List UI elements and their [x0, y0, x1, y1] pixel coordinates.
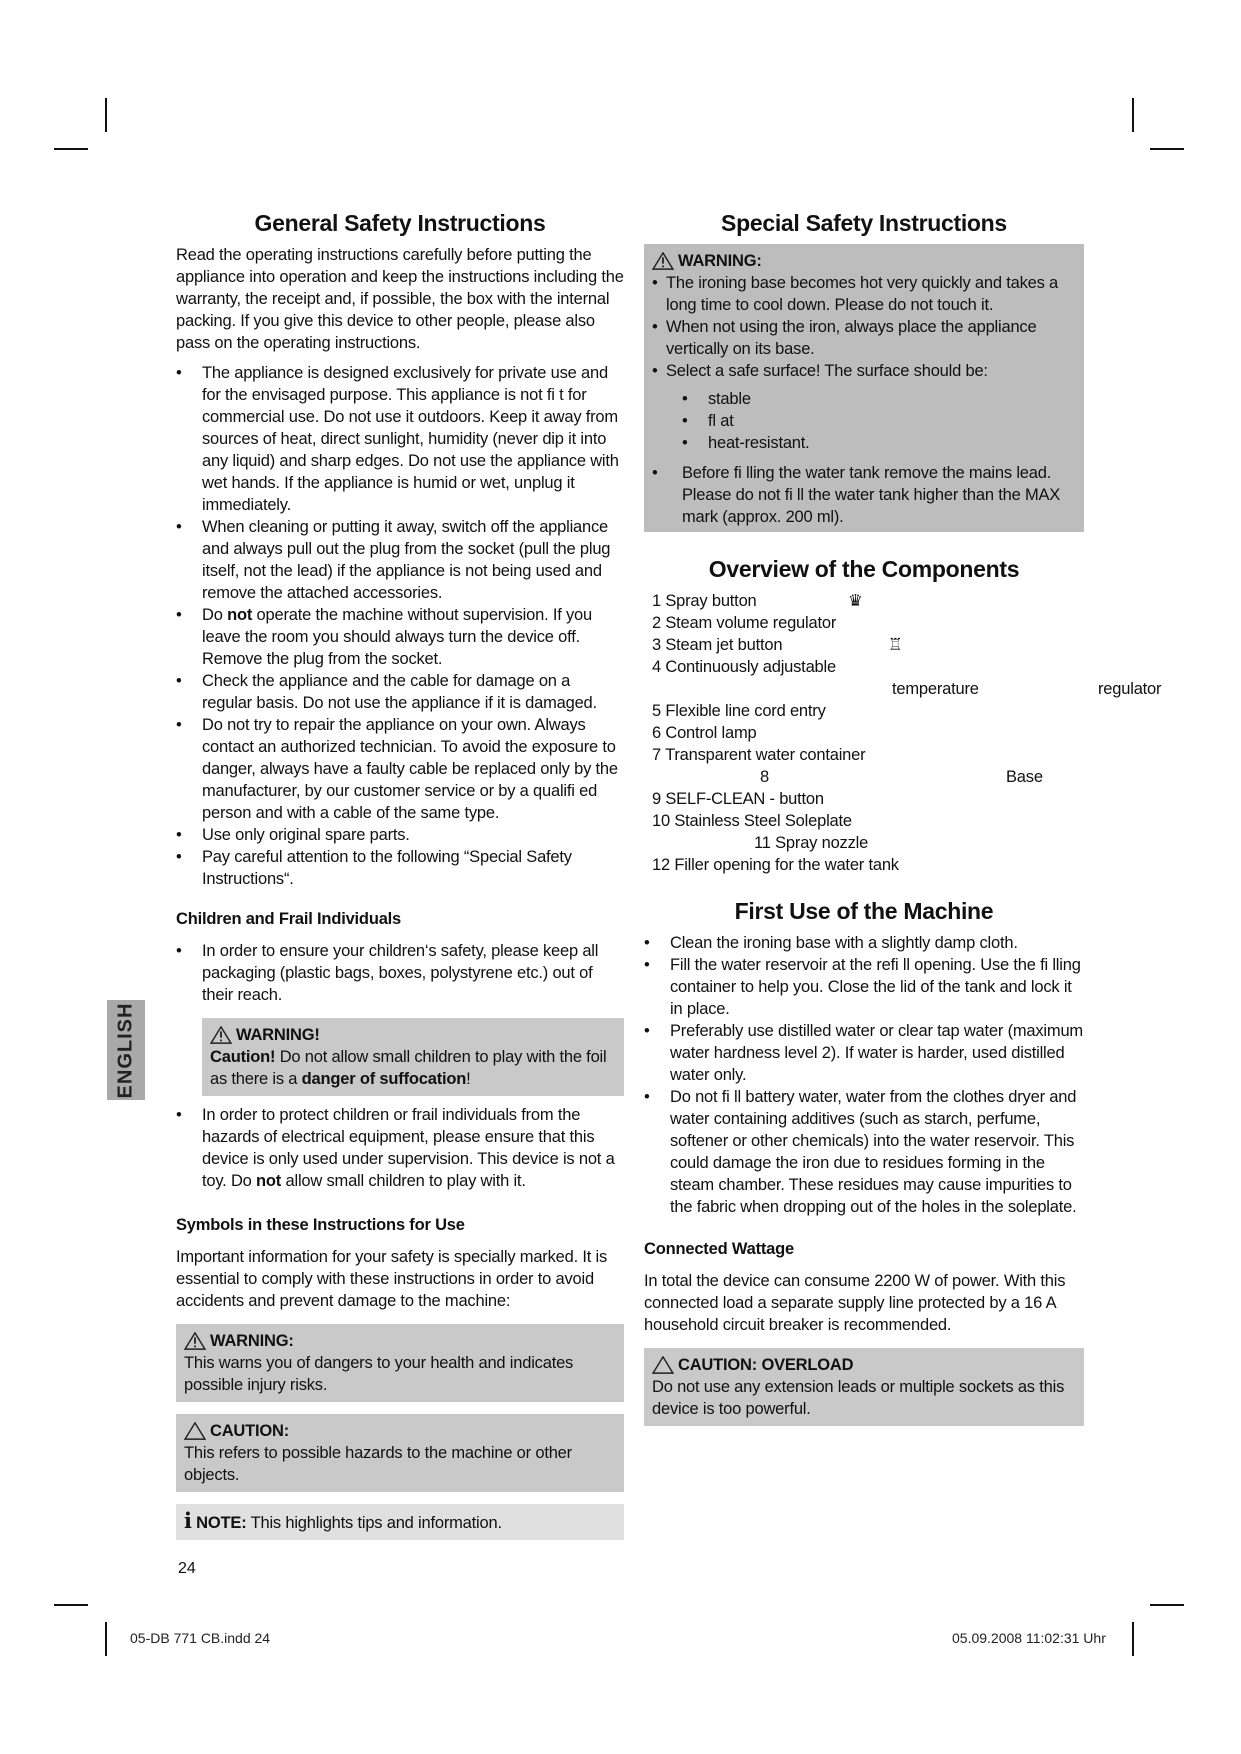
language-label: ENGLISH — [114, 1002, 137, 1098]
crop-mark — [1132, 98, 1134, 132]
suffocation-warning-box — [202, 1018, 624, 1096]
crop-mark — [54, 1604, 88, 1606]
crop-mark — [54, 148, 88, 150]
left-column — [176, 212, 624, 1540]
list-item: • The ironing base becomes hot very quickly and takes a long time to cool down. Please do not touch it. — [652, 274, 1059, 314]
list-item: • Check the appliance and the cable for damage on a regular basis. Do not use the appliance if it is damaged. — [176, 672, 597, 712]
list-item: 4 Continuously adjustable — [652, 658, 836, 676]
list-item: • Pay careful attention to the following “Special Safety Instructions“. — [176, 848, 572, 888]
list-item: • Select a safe surface! The surface should be: — [652, 362, 988, 380]
footer-filename: 05-DB 771 CB.indd 24 — [130, 1630, 271, 1646]
caution-triangle-icon — [652, 1356, 674, 1374]
crop-mark — [105, 98, 107, 132]
page-number: 24 — [178, 1560, 196, 1577]
list-item: 9 SELF-CLEAN - button — [652, 790, 824, 808]
list-item: 6 Control lamp — [652, 724, 757, 742]
list-item: • stable — [682, 390, 751, 408]
list-item: • Do not try to repair the appliance on your own. Always contact an authorized technician. To avoid the exposure to danger, always have a faulty cable be replaced only by the manufacturer, by our customer service or by a qualifi ed person and with a cable of the same type. — [176, 716, 618, 822]
components-list — [652, 590, 1162, 876]
list-item: • Do not fi ll battery water, water from the clothes dryer and water containing additives (such as starch, perfume, softener or other chemicals) into the water reservoir. This could damage the iron due to residues forming in the steam chamber. These residues may cause impurities to the fabric when dropping out of the holes in the soleplate. — [644, 1088, 1077, 1216]
list-item: 2 Steam volume regulator — [652, 614, 837, 632]
steam-jet-icon: ♖ — [888, 636, 903, 654]
warning-triangle-icon — [652, 252, 674, 270]
first-use-list — [644, 932, 1084, 1218]
list-item: • The appliance is designed exclusively for private use and for the envisaged purpose. This appliance is not fi t for commercial use. Do not use it outdoors. Keep it away from sources of heat, direct sunlight, humidity (never dip it into any liquid) and sharp edges. Do not use the appliance with wet hands. If the appliance is humid or wet, unplug it immediately. — [176, 364, 619, 514]
list-item: 10 Stainless Steel Soleplate — [652, 812, 852, 830]
general-safety-title: General Safety Instructions — [254, 210, 546, 236]
list-item: 5 Flexible line cord entry — [652, 702, 826, 720]
info-icon: i — [184, 1508, 192, 1533]
warning-triangle-icon — [184, 1332, 206, 1350]
children-heading: Children and Frail Individuals — [176, 910, 402, 928]
surface-list — [682, 388, 1076, 454]
list-item: • Preferably use distilled water or clear tap water (maximum water hardness level 2). If water is harder, used distilled water only. — [644, 1022, 1083, 1084]
intro-paragraph: Read the operating instructions carefully before putting the appliance into operation and keep the instructions including the warranty, the receipt and, if possible, the box with the internal packing. If you give this device to other people, please also pass on the operating instructions. — [176, 246, 624, 352]
overview-title: Overview of the Components — [708, 556, 1020, 582]
list-item: • Clean the ironing base with a slightly damp cloth. — [644, 934, 1018, 952]
children-list — [176, 940, 624, 1006]
warning-text: Caution! Do not allow small children to play with the foil as there is a danger of suffocation! — [210, 1048, 607, 1088]
list-item: • Before fi lling the water tank remove the mains lead. Please do not fi ll the water tank higher than the MAX mark (approx. 200 ml). — [652, 464, 1061, 526]
list-item: temperature regulator — [892, 680, 1162, 698]
warning-heading: WARNING! — [210, 1024, 616, 1046]
list-item: • In order to ensure your children‘s safety, please keep all packaging (plastic bags, boxes, polystyrene etc.) out of their reach. — [176, 942, 599, 1004]
list-item: 3 Steam jet button ♖ — [652, 636, 903, 654]
list-item: 7 Transparent water container — [652, 746, 866, 764]
list-item: • fl at — [682, 412, 734, 430]
language-side-tab — [107, 1000, 145, 1100]
filling-list — [652, 462, 1076, 528]
list-item: • In order to protect children or frail individuals from the hazards of electrical equipment, please ensure that this device is only used under supervision. This device is not a toy. Do not allow small children to play with it. — [176, 1106, 615, 1190]
symbol-warning-box: WARNING: This warns you of dangers to your health and indicates possible injury risks. — [176, 1324, 624, 1402]
list-item: • Fill the water reservoir at the refi ll opening. Use the fi lling container to help you. Close the lid of the tank and lock it in place. — [644, 956, 1081, 1018]
general-safety-list — [176, 362, 624, 890]
symbol-caution-box: CAUTION: This refers to possible hazards to the machine or other objects. — [176, 1414, 624, 1492]
footer-datetime: 05.09.2008 11:02:31 Uhr — [952, 1630, 1106, 1646]
list-item: 12 Filler opening for the water tank — [652, 856, 899, 874]
wattage-heading: Connected Wattage — [644, 1240, 794, 1258]
note-box: i NOTE: This highlights tips and information. — [176, 1504, 624, 1540]
crop-mark — [1150, 1604, 1184, 1606]
special-safety-list — [652, 272, 1076, 382]
symbols-heading: Symbols in these Instructions for Use — [176, 1216, 465, 1234]
crop-mark — [105, 1622, 107, 1656]
list-item: • When not using the iron, always place the appliance vertically on its base. — [652, 318, 1037, 358]
crop-mark — [1132, 1622, 1134, 1656]
list-item: 8 Base — [760, 768, 1043, 786]
caution-triangle-icon — [184, 1422, 206, 1440]
wattage-paragraph: In total the device can consume 2200 W of power. With this connected load a separate supply line protected by a 16 A household circuit breaker is recommended. — [644, 1272, 1066, 1334]
protect-list — [176, 1104, 624, 1192]
list-item: • Use only original spare parts. — [176, 826, 410, 844]
list-item: • Do not operate the machine without supervision. If you leave the room you should always turn the device off. Remove the plug from the socket. — [176, 606, 593, 668]
crop-mark — [1150, 148, 1184, 150]
symbols-paragraph: Important information for your safety is specially marked. It is essential to comply with these instructions in order to avoid accidents and prevent damage to the machine: — [176, 1248, 608, 1310]
list-item: 1 Spray button ♛ — [652, 592, 863, 610]
list-item: • heat-resistant. — [682, 434, 810, 452]
special-warning-box: WARNING: • The ironing base becomes hot very quickly and takes a long time to cool down. Please do not touch it. • When not using the iron, always place the appliance vertically on its base. • Select a safe surface! The surface should be: • stable • fl at • heat-resistant. • Before fi lling the water tank remove the mains lead. Please do not fi ll the water tank higher than the MAX mark (approx. 200 ml). — [644, 244, 1084, 532]
spray-icon: ♛ — [848, 592, 863, 610]
list-item: • When cleaning or putting it away, switch off the appliance and always pull out the plug from the socket (pull the plug itself, not the lead) if the appliance is not being used and remove the attached accessories. — [176, 518, 611, 602]
right-column — [644, 210, 1162, 1426]
overload-caution-box: CAUTION: OVERLOAD Do not use any extension leads or multiple sockets as this device is too powerful. — [644, 1348, 1084, 1426]
list-item: 11 Spray nozzle — [754, 834, 869, 852]
special-safety-title: Special Safety Instructions — [721, 210, 1007, 236]
first-use-title: First Use of the Machine — [734, 898, 994, 924]
warning-triangle-icon — [210, 1026, 232, 1044]
